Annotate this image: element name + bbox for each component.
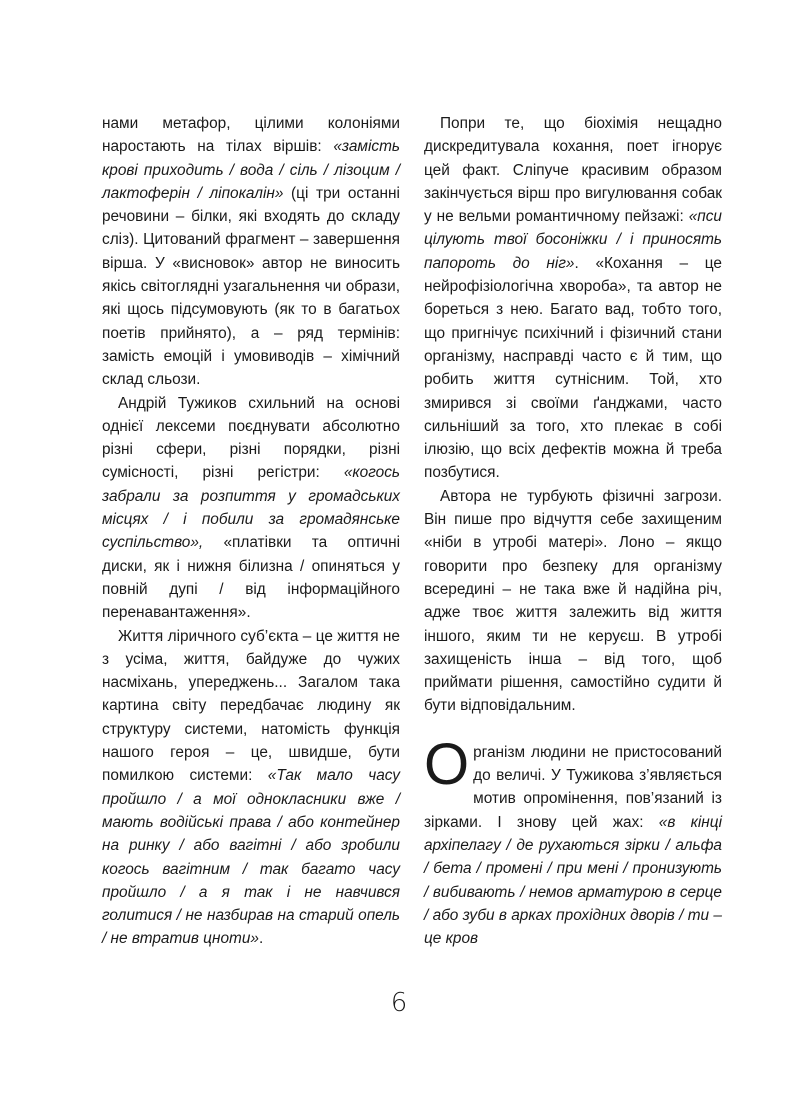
paragraph	[102, 112, 400, 392]
text-run: Життя ліричного суб’єкта – це життя не з усіма, життя, байдуже до чужих насміхань, упереджень... Загалом така картина світу передбачає людину як структуру системи, натомість функція нашого героя – це, швидше, бути помилкою системи:	[102, 627, 400, 785]
text-run: нами метафор, цілими колоніями наростають на тілах віршів:	[102, 115, 400, 156]
quoted-verse: «когось забрали за розпиття у громадських місцях / і побили за громадянське суспільство»,	[102, 464, 400, 552]
paragraph-with-dropcap	[424, 731, 722, 951]
text-run: Попри те, що біохімія нещадно дискредитувала кохання, поет ігнорує цей факт. Сліпуче красивим образом закінчується вірш про вигулювання собак у не вельми романтичному пейзажі:	[424, 115, 722, 226]
quoted-verse: «пси цілують твої босоніжки / і приносять папороть до ніг»	[424, 208, 722, 272]
paragraph	[424, 485, 722, 718]
text-run: (ці три останні речовини – білки, які входять до складу сліз). Цитований фрагмент – завершення вірша. У «висновок» автор не виносить якісь світоглядні узагальнення чи образи, які щось підсумовують (як то в багатьох поетів прийнято), а – ряд термінів: замість емоцій і умовиводів – хімічний склад сльози.	[102, 184, 400, 389]
text-run: . «Кохання – це нейрофізіологічна хвороба», та автор не бореться з нею. Багато вад, тобто того, що пригнічує психічний і фізичний стани організму, насправді часто є й тим, що робить життя сутнісним. Той, хто змирився зі своїми ґанджами, часто сильніший за того, хто плекає в собі ілюзію, що всіх дефектів можна й треба позбутися.	[424, 254, 722, 482]
paragraph	[424, 112, 722, 485]
text-run: «платівки та оптичні диски, як і нижня білизна / опиняться у повній дупі / від інформаційного перенавантаження».	[102, 534, 400, 622]
text-run: Автора не турбують фізичні загрози. Він пише про відчуття себе захищеним «ніби в утробі матері». Лоно – якщо говорити про безпеку для організму всередині – не така вже й надійна річ, адже твоє життя залежить від життя іншого, яким ти не керуєш. В утробі захищеність інша – від того, щоб приймати рішення, самостійно судити й бути відповідальним.	[424, 487, 722, 715]
right-column	[424, 112, 722, 950]
paragraph	[102, 392, 400, 625]
text-run: рганізм людини не пристосований до величі. У Тужикова з’являється мотив опромінення, пов’язаний із зірками. І знову цей жах:	[424, 743, 722, 831]
dropcap-letter: О	[424, 731, 470, 797]
quoted-verse: «замість крові приходить / вода / сіль / лізоцим / лактоферін / ліпокалін»	[102, 138, 400, 202]
quoted-verse: «в кінці архіпелагу / де рухаються зірки / альфа / бета / промені / при мені / пронизують / вибивають / немов арматурою в серце / або зуби в арках прохідних дворів / ти – це кров	[424, 813, 722, 948]
page-number: 6	[390, 988, 408, 1018]
text-run: .	[258, 930, 264, 948]
left-column	[102, 112, 400, 951]
paragraph	[102, 625, 400, 951]
quoted-verse: «Так мало часу пройшло / а мої однокласники вже / мають водійські права / або контейнер на ринку / або вагітні / або зробили когось вагітним / так багато часу пройшло / а я так і не навчився голитися / не назбирав на старий опель / не втратив цноти»	[102, 767, 400, 948]
text-run: Андрій Тужиков схильний на основі однієї лексеми поєднувати абсолютно різні сфери, різні порядки, різні сумісності, різні регістри:	[102, 394, 400, 482]
